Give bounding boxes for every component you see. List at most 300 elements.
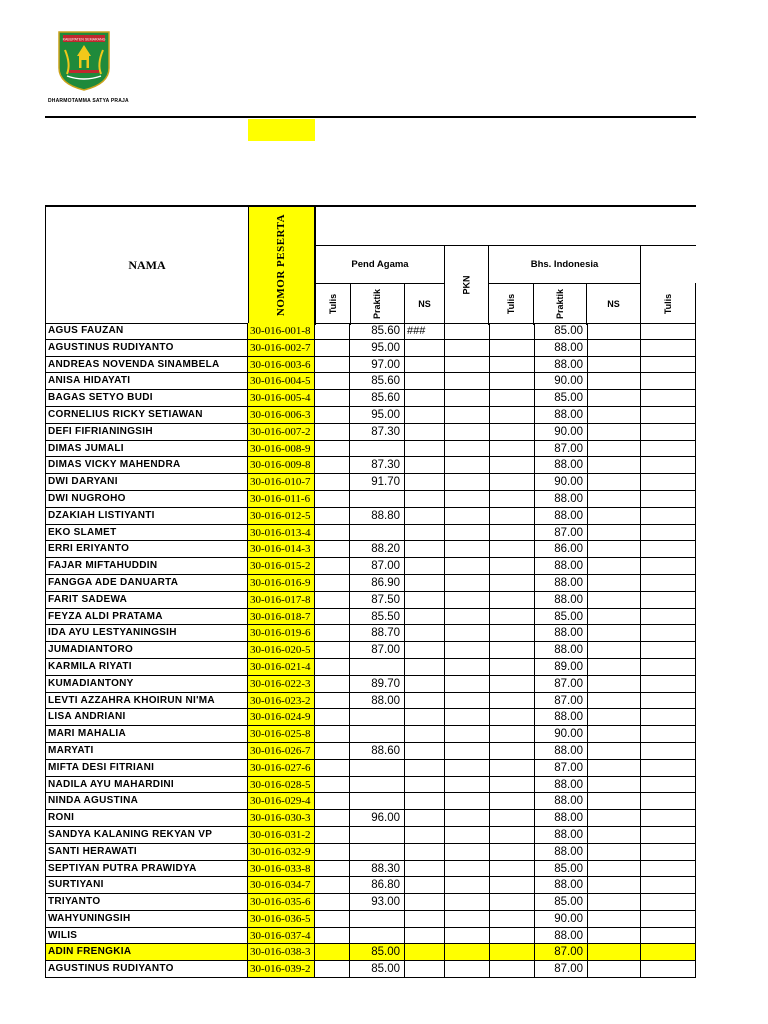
cell-indo-ns: [588, 944, 641, 961]
cell-indo-ns: [588, 642, 641, 659]
cell-indo-praktik: 85.00: [535, 609, 588, 626]
cell-next-tulis: [641, 525, 696, 542]
cell-next-tulis: [641, 894, 696, 911]
cell-agama-ns: [405, 525, 445, 542]
cell-nama: ANDREAS NOVENDA SINAMBELA: [45, 357, 248, 374]
table-row: [45, 726, 696, 743]
cell-indo-ns: [588, 575, 641, 592]
cell-agama-ns: [405, 609, 445, 626]
cell-indo-tulis: [490, 793, 535, 810]
cell-agama-tulis: [315, 474, 350, 491]
table-row: [45, 793, 696, 810]
cell-nomor-peserta: 30-016-031-2: [248, 827, 315, 844]
cell-agama-praktik: [350, 491, 405, 508]
cell-agama-tulis: [315, 877, 350, 894]
cell-agama-praktik: 85.50: [350, 609, 405, 626]
cell-agama-ns: [405, 592, 445, 609]
cell-next-tulis: [641, 810, 696, 827]
cell-next-tulis: [641, 592, 696, 609]
cell-indo-ns: [588, 407, 641, 424]
cell-nomor-peserta: 30-016-028-5: [248, 777, 315, 794]
header-bhs-indonesia: Bhs. Indonesia: [530, 259, 599, 270]
cell-nomor-peserta: 30-016-027-6: [248, 760, 315, 777]
cell-next-tulis: [641, 844, 696, 861]
cell-pkn: [445, 944, 490, 961]
cell-nama: DWI NUGROHO: [45, 491, 248, 508]
cell-next-tulis: [641, 928, 696, 945]
cell-indo-ns: [588, 525, 641, 542]
cell-indo-tulis: [490, 693, 535, 710]
table-row: [45, 911, 696, 928]
cell-agama-praktik: 96.00: [350, 810, 405, 827]
cell-nama: DWI DARYANI: [45, 474, 248, 491]
cell-agama-tulis: [315, 541, 350, 558]
cell-nama: ANISA HIDAYATI: [45, 373, 248, 390]
header-indo-tulis: Tulis: [506, 293, 516, 314]
table-header: [45, 205, 696, 325]
cell-agama-ns: [405, 861, 445, 878]
cell-indo-tulis: [490, 961, 535, 978]
cell-agama-praktik: [350, 793, 405, 810]
cell-nama: CORNELIUS RICKY SETIAWAN: [45, 407, 248, 424]
cell-agama-ns: [405, 693, 445, 710]
cell-agama-ns: [405, 491, 445, 508]
cell-pkn: [445, 390, 490, 407]
cell-next-tulis: [641, 558, 696, 575]
cell-agama-praktik: 95.00: [350, 340, 405, 357]
cell-indo-ns: [588, 592, 641, 609]
table-row: [45, 743, 696, 760]
cell-indo-ns: [588, 357, 641, 374]
cell-agama-tulis: [315, 827, 350, 844]
cell-indo-tulis: [490, 474, 535, 491]
cell-pkn: [445, 709, 490, 726]
cell-pkn: [445, 491, 490, 508]
cell-indo-ns: [588, 894, 641, 911]
cell-indo-tulis: [490, 861, 535, 878]
cell-indo-praktik: 88.00: [535, 592, 588, 609]
cell-nomor-peserta: 30-016-003-6: [248, 357, 315, 374]
cell-nama: WAHYUNINGSIH: [45, 911, 248, 928]
cell-agama-praktik: 93.00: [350, 894, 405, 911]
cell-next-tulis: [641, 676, 696, 693]
cell-indo-praktik: 88.00: [535, 844, 588, 861]
cell-indo-tulis: [490, 424, 535, 441]
cell-nama: MARI MAHALIA: [45, 726, 248, 743]
cell-indo-ns: [588, 323, 641, 340]
cell-next-tulis: [641, 575, 696, 592]
cell-agama-ns: [405, 575, 445, 592]
cell-next-tulis: [641, 340, 696, 357]
cell-next-tulis: [641, 357, 696, 374]
cell-indo-praktik: 90.00: [535, 911, 588, 928]
cell-nomor-peserta: 30-016-033-8: [248, 861, 315, 878]
cell-indo-tulis: [490, 558, 535, 575]
cell-pkn: [445, 928, 490, 945]
table-row: [45, 777, 696, 794]
cell-pkn: [445, 793, 490, 810]
cell-indo-ns: [588, 441, 641, 458]
table-row: [45, 340, 696, 357]
cell-nomor-peserta: 30-016-024-9: [248, 709, 315, 726]
cell-nomor-peserta: 30-016-008-9: [248, 441, 315, 458]
cell-nama: SANTI HERAWATI: [45, 844, 248, 861]
header-pend-agama: Pend Agama: [351, 259, 409, 270]
cell-nama: MARYATI: [45, 743, 248, 760]
table-row: [45, 357, 696, 374]
cell-pkn: [445, 693, 490, 710]
cell-agama-tulis: [315, 894, 350, 911]
cell-nomor-peserta: 30-016-005-4: [248, 390, 315, 407]
cell-nomor-peserta: 30-016-029-4: [248, 793, 315, 810]
cell-indo-praktik: 88.00: [535, 709, 588, 726]
cell-agama-tulis: [315, 911, 350, 928]
cell-indo-tulis: [490, 844, 535, 861]
cell-nama: BAGAS SETYO BUDI: [45, 390, 248, 407]
cell-agama-praktik: 95.00: [350, 407, 405, 424]
cell-agama-tulis: [315, 407, 350, 424]
cell-agama-praktik: [350, 726, 405, 743]
table-row: [45, 642, 696, 659]
cell-pkn: [445, 541, 490, 558]
cell-indo-praktik: 90.00: [535, 424, 588, 441]
cell-nama: WILIS: [45, 928, 248, 945]
cell-pkn: [445, 844, 490, 861]
cell-agama-ns: [405, 558, 445, 575]
cell-nomor-peserta: 30-016-021-4: [248, 659, 315, 676]
cell-pkn: [445, 861, 490, 878]
cell-agama-ns: [405, 827, 445, 844]
table-row: [45, 609, 696, 626]
table-row: [45, 474, 696, 491]
cell-agama-praktik: [350, 928, 405, 945]
cell-pkn: [445, 609, 490, 626]
cell-indo-praktik: 90.00: [535, 373, 588, 390]
cell-indo-tulis: [490, 625, 535, 642]
cell-pkn: [445, 323, 490, 340]
cell-agama-ns: [405, 424, 445, 441]
cell-indo-ns: [588, 844, 641, 861]
cell-pkn: [445, 642, 490, 659]
cell-agama-praktik: 88.70: [350, 625, 405, 642]
cell-pkn: [445, 508, 490, 525]
cell-indo-praktik: 88.00: [535, 457, 588, 474]
cell-indo-ns: [588, 659, 641, 676]
header-indo-praktik: Praktik: [555, 288, 565, 319]
cell-agama-praktik: [350, 844, 405, 861]
cell-agama-praktik: 85.00: [350, 961, 405, 978]
table-row: [45, 659, 696, 676]
cell-agama-tulis: [315, 844, 350, 861]
cell-nama: SANDYA KALANING REKYAN VP: [45, 827, 248, 844]
cell-indo-ns: [588, 558, 641, 575]
cell-indo-praktik: 85.00: [535, 894, 588, 911]
cell-next-tulis: [641, 474, 696, 491]
cell-next-tulis: [641, 693, 696, 710]
cell-indo-ns: [588, 609, 641, 626]
cell-pkn: [445, 659, 490, 676]
cell-indo-praktik: 85.00: [535, 323, 588, 340]
cell-indo-ns: [588, 911, 641, 928]
cell-indo-praktik: 87.00: [535, 760, 588, 777]
cell-indo-praktik: 90.00: [535, 474, 588, 491]
cell-agama-tulis: [315, 659, 350, 676]
cell-pkn: [445, 340, 490, 357]
cell-nama: RONI: [45, 810, 248, 827]
cell-indo-praktik: 88.00: [535, 491, 588, 508]
cell-agama-praktik: 88.30: [350, 861, 405, 878]
cell-next-tulis: [641, 625, 696, 642]
cell-agama-ns: [405, 441, 445, 458]
cell-indo-ns: [588, 390, 641, 407]
cell-indo-ns: [588, 827, 641, 844]
cell-agama-tulis: [315, 709, 350, 726]
cell-pkn: [445, 743, 490, 760]
cell-agama-tulis: [315, 323, 350, 340]
cell-agama-praktik: [350, 911, 405, 928]
cell-agama-praktik: 87.00: [350, 642, 405, 659]
cell-pkn: [445, 575, 490, 592]
cell-indo-tulis: [490, 944, 535, 961]
cell-agama-praktik: [350, 659, 405, 676]
cell-indo-tulis: [490, 709, 535, 726]
cell-agama-ns: [405, 659, 445, 676]
cell-indo-tulis: [490, 928, 535, 945]
cell-agama-tulis: [315, 592, 350, 609]
table-row: [45, 709, 696, 726]
cell-agama-tulis: [315, 760, 350, 777]
cell-next-tulis: [641, 911, 696, 928]
header-pkn: PKN: [461, 275, 472, 295]
cell-indo-praktik: 88.00: [535, 793, 588, 810]
cell-nama: MIFTA DESI FITRIANI: [45, 760, 248, 777]
cell-agama-tulis: [315, 726, 350, 743]
table-row: [45, 441, 696, 458]
cell-agama-ns: [405, 508, 445, 525]
cell-agama-praktik: 88.20: [350, 541, 405, 558]
cell-agama-ns: [405, 642, 445, 659]
cell-agama-ns: [405, 911, 445, 928]
cell-agama-tulis: [315, 508, 350, 525]
cell-agama-tulis: [315, 491, 350, 508]
cell-indo-praktik: 88.00: [535, 340, 588, 357]
cell-agama-tulis: [315, 390, 350, 407]
cell-next-tulis: [641, 424, 696, 441]
cell-nomor-peserta: 30-016-011-6: [248, 491, 315, 508]
cell-pkn: [445, 810, 490, 827]
cell-nomor-peserta: 30-016-004-5: [248, 373, 315, 390]
cell-indo-ns: [588, 340, 641, 357]
cell-agama-praktik: [350, 525, 405, 542]
cell-indo-tulis: [490, 877, 535, 894]
cell-agama-praktik: [350, 709, 405, 726]
cell-agama-tulis: [315, 793, 350, 810]
cell-indo-ns: [588, 457, 641, 474]
cell-agama-praktik: 85.60: [350, 390, 405, 407]
cell-agama-praktik: 86.80: [350, 877, 405, 894]
cell-pkn: [445, 592, 490, 609]
cell-pkn: [445, 827, 490, 844]
cell-agama-tulis: [315, 693, 350, 710]
cell-pkn: [445, 525, 490, 542]
cell-agama-ns: [405, 928, 445, 945]
cell-nama: FARIT SADEWA: [45, 592, 248, 609]
cell-indo-tulis: [490, 676, 535, 693]
cell-next-tulis: [641, 861, 696, 878]
cell-next-tulis: [641, 508, 696, 525]
cell-next-tulis: [641, 793, 696, 810]
table-row: [45, 508, 696, 525]
cell-indo-praktik: 88.00: [535, 642, 588, 659]
cell-indo-praktik: 88.00: [535, 407, 588, 424]
table-row: [45, 894, 696, 911]
cell-nomor-peserta: 30-016-025-8: [248, 726, 315, 743]
cell-agama-ns: [405, 474, 445, 491]
cell-nomor-peserta: 30-016-032-9: [248, 844, 315, 861]
cell-nomor-peserta: 30-016-019-6: [248, 625, 315, 642]
table-row: [45, 575, 696, 592]
cell-indo-tulis: [490, 592, 535, 609]
cell-agama-ns: [405, 810, 445, 827]
cell-nama: FEYZA ALDI PRATAMA: [45, 609, 248, 626]
cell-nama: DIMAS VICKY MAHENDRA: [45, 457, 248, 474]
cell-nomor-peserta: 30-016-030-3: [248, 810, 315, 827]
table-row: [45, 944, 696, 961]
cell-nama: NADILA AYU MAHARDINI: [45, 777, 248, 794]
cell-indo-tulis: [490, 508, 535, 525]
cell-agama-tulis: [315, 609, 350, 626]
cell-agama-ns: ###: [405, 323, 445, 340]
cell-nama: DEFI FIFRIANINGSIH: [45, 424, 248, 441]
cell-agama-praktik: 87.50: [350, 592, 405, 609]
table-row: [45, 491, 696, 508]
cell-next-tulis: [641, 441, 696, 458]
cell-pkn: [445, 407, 490, 424]
cell-agama-tulis: [315, 810, 350, 827]
header-nama: NAMA: [128, 257, 166, 272]
table-row: [45, 424, 696, 441]
cell-nomor-peserta: 30-016-037-4: [248, 928, 315, 945]
cell-indo-ns: [588, 760, 641, 777]
cell-indo-ns: [588, 726, 641, 743]
cell-agama-ns: [405, 743, 445, 760]
cell-nomor-peserta: 30-016-035-6: [248, 894, 315, 911]
cell-pkn: [445, 558, 490, 575]
cell-next-tulis: [641, 827, 696, 844]
cell-agama-ns: [405, 894, 445, 911]
cell-pkn: [445, 726, 490, 743]
cell-indo-ns: [588, 491, 641, 508]
table-row: [45, 390, 696, 407]
cell-next-tulis: [641, 457, 696, 474]
cell-indo-ns: [588, 373, 641, 390]
cell-nama: IDA AYU LESTYANINGSIH: [45, 625, 248, 642]
cell-indo-ns: [588, 424, 641, 441]
cell-nomor-peserta: 30-016-020-5: [248, 642, 315, 659]
cell-next-tulis: [641, 642, 696, 659]
cell-agama-ns: [405, 793, 445, 810]
cell-agama-tulis: [315, 944, 350, 961]
cell-agama-tulis: [315, 340, 350, 357]
cell-next-tulis: [641, 373, 696, 390]
cell-indo-praktik: 88.00: [535, 777, 588, 794]
cell-next-tulis: [641, 760, 696, 777]
cell-nama: ADIN FRENGKIA: [45, 944, 248, 961]
cell-nama: EKO SLAMET: [45, 525, 248, 542]
cell-nomor-peserta: 30-016-034-7: [248, 877, 315, 894]
cell-agama-tulis: [315, 625, 350, 642]
cell-nomor-peserta: 30-016-012-5: [248, 508, 315, 525]
cell-indo-tulis: [490, 659, 535, 676]
cell-nomor-peserta: 30-016-016-9: [248, 575, 315, 592]
table-row: [45, 373, 696, 390]
cell-nama: DIMAS JUMALI: [45, 441, 248, 458]
cell-pkn: [445, 625, 490, 642]
cell-next-tulis: [641, 323, 696, 340]
cell-pkn: [445, 441, 490, 458]
cell-nomor-peserta: 30-016-026-7: [248, 743, 315, 760]
cell-agama-tulis: [315, 861, 350, 878]
cell-nomor-peserta: 30-016-015-2: [248, 558, 315, 575]
cell-indo-praktik: 88.00: [535, 827, 588, 844]
cell-agama-ns: [405, 760, 445, 777]
cell-indo-tulis: [490, 810, 535, 827]
cell-indo-praktik: 90.00: [535, 726, 588, 743]
cell-nomor-peserta: 30-016-017-8: [248, 592, 315, 609]
cell-indo-tulis: [490, 441, 535, 458]
cell-agama-ns: [405, 541, 445, 558]
cell-indo-tulis: [490, 575, 535, 592]
table-row: [45, 625, 696, 642]
cell-indo-ns: [588, 810, 641, 827]
cell-indo-ns: [588, 928, 641, 945]
cell-agama-ns: [405, 373, 445, 390]
cell-next-tulis: [641, 390, 696, 407]
table-row: [45, 407, 696, 424]
cell-nama: AGUSTINUS RUDIYANTO: [45, 961, 248, 978]
table-row: [45, 844, 696, 861]
cell-agama-ns: [405, 777, 445, 794]
cell-indo-tulis: [490, 642, 535, 659]
cell-agama-ns: [405, 340, 445, 357]
cell-indo-tulis: [490, 340, 535, 357]
cell-next-tulis: [641, 944, 696, 961]
cell-nama: LISA ANDRIANI: [45, 709, 248, 726]
cell-next-tulis: [641, 877, 696, 894]
cell-nama: AGUS FAUZAN: [45, 323, 248, 340]
cell-nama: FAJAR MIFTAHUDDIN: [45, 558, 248, 575]
cell-nama: ERRI ERIYANTO: [45, 541, 248, 558]
cell-indo-tulis: [490, 390, 535, 407]
cell-indo-tulis: [490, 760, 535, 777]
table-row: [45, 592, 696, 609]
cell-agama-tulis: [315, 743, 350, 760]
cell-indo-tulis: [490, 525, 535, 542]
cell-agama-ns: [405, 844, 445, 861]
table-row: [45, 827, 696, 844]
cell-agama-ns: [405, 625, 445, 642]
cell-agama-tulis: [315, 457, 350, 474]
table-row: [45, 877, 696, 894]
cell-nomor-peserta: 30-016-022-3: [248, 676, 315, 693]
highlighted-empty-cell: [248, 119, 315, 141]
cell-indo-praktik: 87.00: [535, 441, 588, 458]
header-agama-praktik: Praktik: [372, 288, 383, 319]
cell-agama-ns: [405, 457, 445, 474]
cell-nomor-peserta: 30-016-039-2: [248, 961, 315, 978]
cell-next-tulis: [641, 407, 696, 424]
cell-agama-ns: [405, 357, 445, 374]
